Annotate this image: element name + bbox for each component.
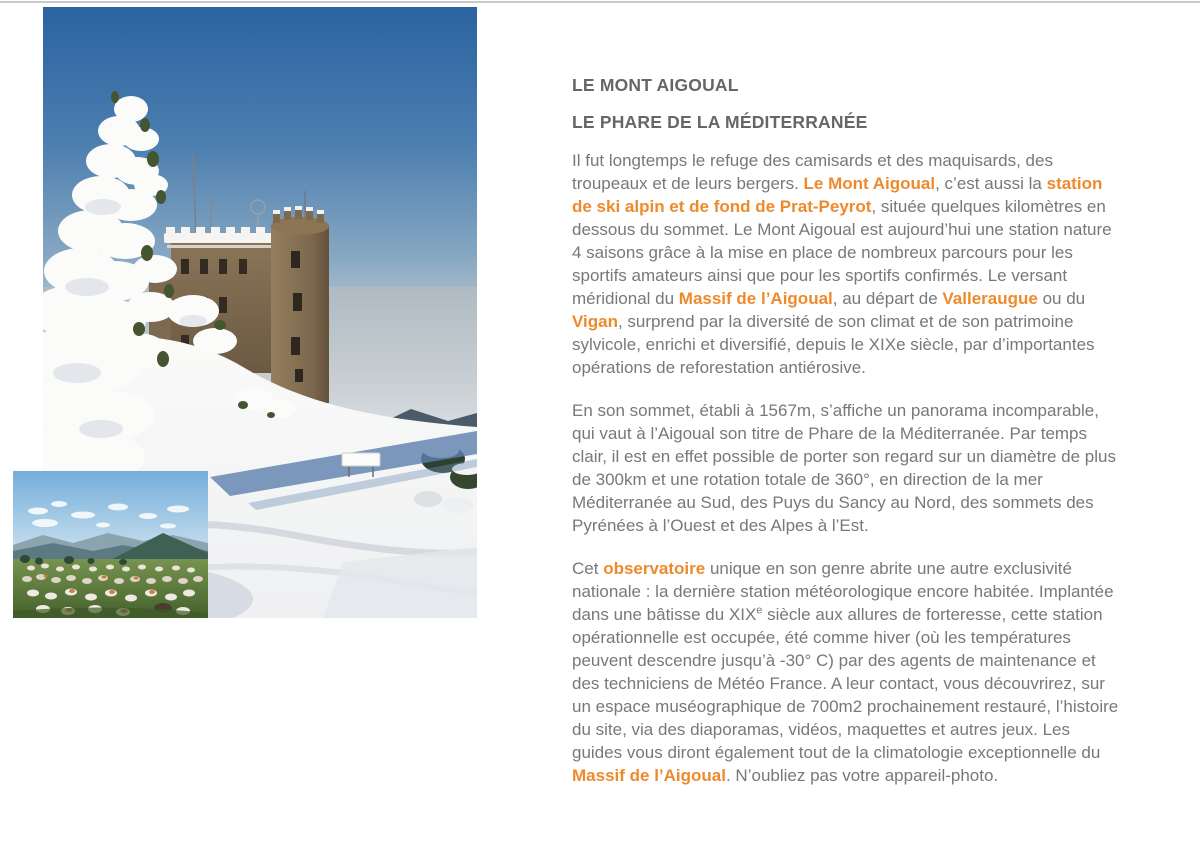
inline-link[interactable]: Le Mont Aigoual [803,174,936,193]
inline-link[interactable]: Massif de l’Aigoual [678,289,833,308]
text-run: . N’oubliez pas votre appareil-photo. [725,766,999,785]
inline-link[interactable]: Valleraugue [942,289,1038,308]
text-run: ou du [1037,289,1086,308]
text-run: , c’est aussi la [935,174,1047,193]
page-title: LE MONT AIGOUAL [572,75,739,95]
text-run: , située quelques kilomètres en dessous du sommet. Le Mont Aigoual est aujourd’hui une station nature 4 saisons grâce à la mise en place de nombreux parcours pour les sportifs amateurs ainsi que pour les sportifs confirmés. Le versant méridional du [572,197,1112,308]
text-run: Cet [572,559,604,578]
sheep-illustration [13,471,208,618]
paragraph-panorama [572,399,1120,537]
text-run: , surprend par la diversité de son climat et de son patrimoine sylvicole, enrichi et diversifié, depuis le XIXe siècle, par d’importantes opérations de reforestation antiérosive. [572,312,1095,377]
inline-link[interactable]: station de ski alpin et de fond de Prat-Peyrot [572,174,1103,216]
superscript: e [756,604,763,617]
paragraph-observatory [572,557,1120,787]
inline-link[interactable]: observatoire [603,559,706,578]
inline-link[interactable]: Massif de l’Aigoual [572,766,726,785]
paragraph-intro [572,149,1120,379]
article-content [572,74,1120,787]
inline-link[interactable]: Vigan [572,312,618,331]
text-run: En son sommet, établi à 1567m, s’affiche un panorama incomparable, qui vaut à l’Aigoual son titre de Phare de la Méditerranée. Par temps clair, il est en effet possible de porter son regard sur un diamètre de plus de 300km et une rotation totale de 360°, en direction de la mer Méditerranée au Sud, des Puys du Sancy au Nord, des sommets des Pyrénées à l’Ouest et des Alpes à l’Est. [572,401,1116,535]
page-subtitle: LE PHARE DE LA MÉDITERRANÉE [572,112,868,132]
text-run: , au départ de [832,289,943,308]
text-run: siècle aux allures de forteresse, cette station opérationnelle est occupée, été comme hiver (où les températures peuvent descendre jusqu’à -30° C) par des agents de maintenance et des techniciens de Météo France. A leur contact, vous découvrirez, sur un espace muséographique de 700m2 prochainement restauré, l’histoire du site, via des diaporamas, vidéos, maquettes et autres jeux. Les guides vous diront également tout de la climatologie exceptionnelle du [572,605,1119,762]
sheep-flock-photo [13,471,208,618]
text-run: Il fut longtemps le refuge des camisards et des maquisards, des troupeaux et de leurs bergers. [572,151,1053,193]
top-divider [0,1,1200,3]
text-run: unique en son genre abrite une autre exclusivité nationale : la dernière station météorologique encore habitée. Implantée dans une bâtisse du XIX [572,559,1114,624]
